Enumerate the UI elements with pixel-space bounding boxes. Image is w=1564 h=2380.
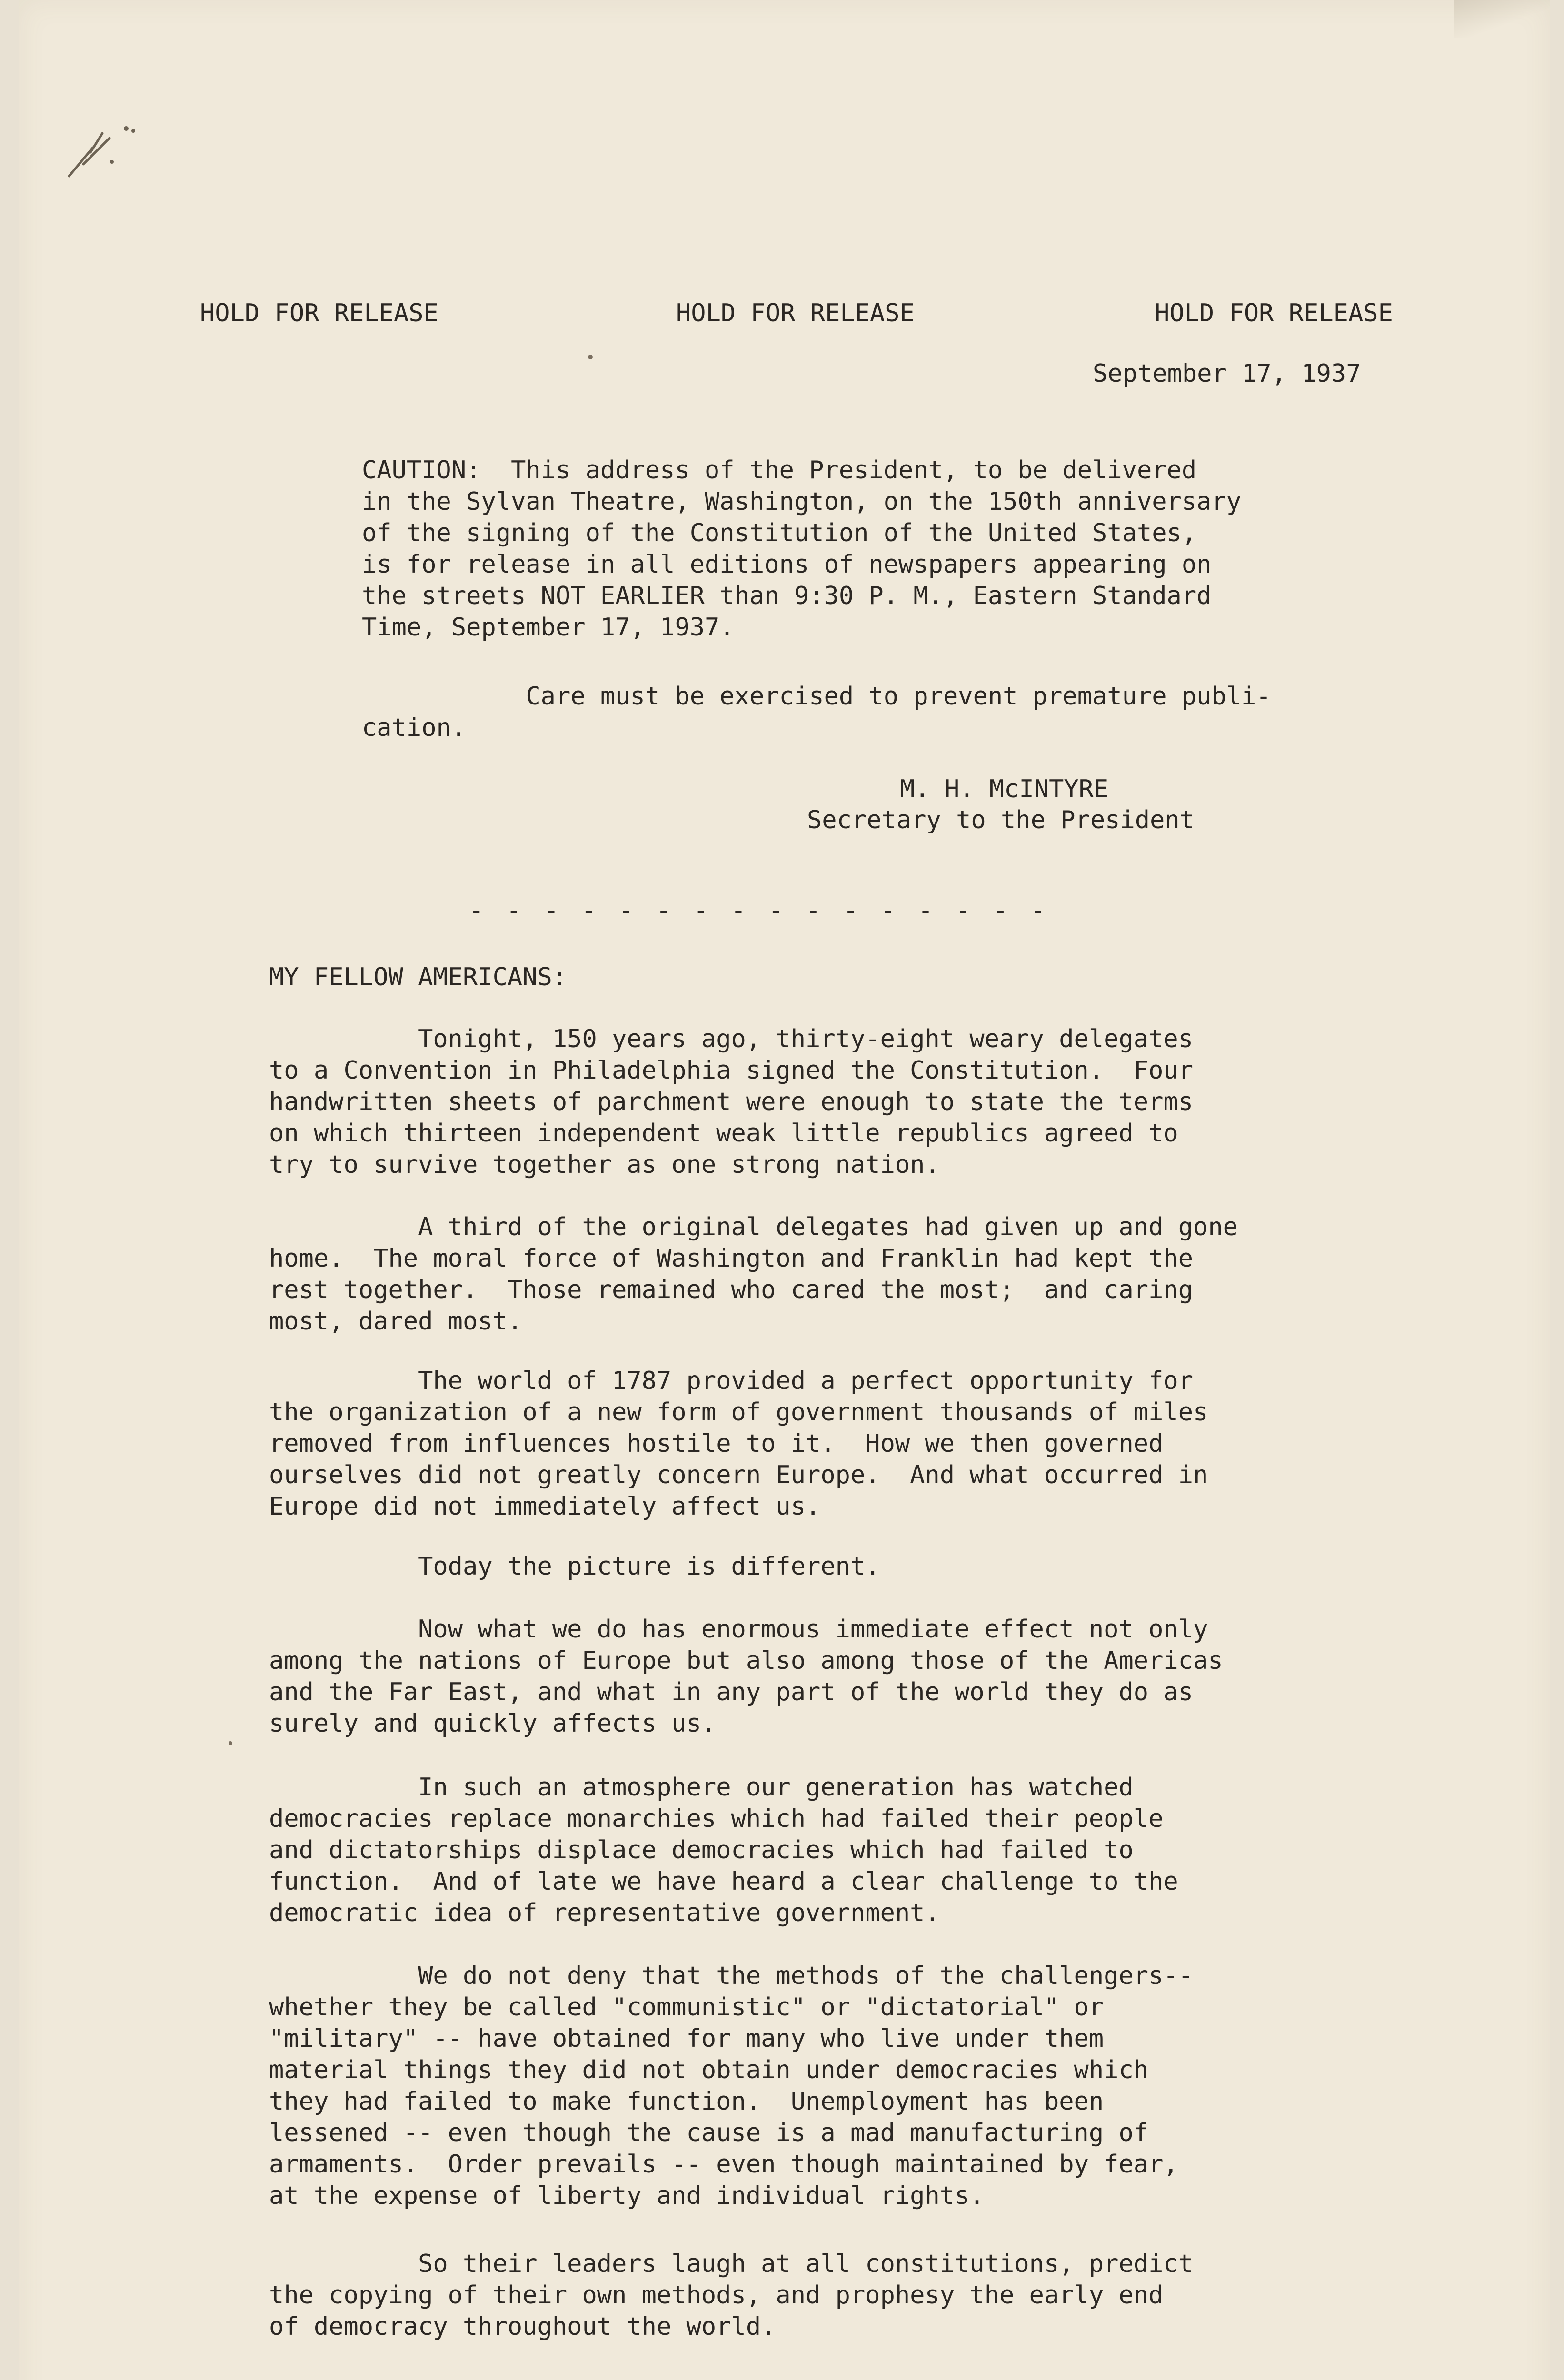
document-page	[19, 0, 1550, 2380]
hold-for-release-left: HOLD FOR RELEASE	[200, 299, 438, 327]
care-notice: Care must be exercised to prevent premature publi- cation.	[362, 682, 1271, 742]
signature-name: M. H. McINTYRE	[900, 775, 1109, 803]
speech-paragraph: The world of 1787 provided a perfect opportunity for the organization of a new form of government thousands of miles removed from influences hostile to it. How we then governed ourselves did not greatly concern Europe. And what occurred in Europe did not immediately affect us.	[269, 1367, 1208, 1521]
ink-speck	[588, 355, 593, 359]
speech-paragraph: So their leaders laugh at all constitutions, predict the copying of their own methods, and prophesy the early end of democracy throughout the world.	[269, 2250, 1194, 2341]
ink-speck	[229, 1741, 232, 1745]
speech-paragraph: Today the picture is different.	[269, 1552, 880, 1581]
hold-for-release-center: HOLD FOR RELEASE	[676, 299, 915, 327]
hold-for-release-right: HOLD FOR RELEASE	[1155, 299, 1393, 327]
speech-paragraph: Tonight, 150 years ago, thirty-eight weary delegates to a Convention in Philadelphia signed the Constitution. Four handwritten sheets of parchment were enough to state the terms on which thirteen independent weak little republics agreed to try to survive together as one strong nation.	[269, 1025, 1194, 1179]
speech-paragraph: Now what we do has enormous immediate effect not only among the nations of Europe but also among those of the Americas and the Far East, and what in any part of the world they do as surely and quickly affects us.	[269, 1615, 1223, 1738]
speech-paragraph: We do not deny that the methods of the challengers-- whether they be called "communistic" or "dictatorial" or "military" -- have obtained for many who live under them material things they did not obtain under democracies which they had failed to make function. Unemployment has been lessened -- even though the cause is a mad manufacturing of armaments. Order prevails -- even though maintained by fear, at the expense of liberty and individual rights.	[269, 1962, 1194, 2210]
section-divider: - - - - - - - - - - - - - - - -	[469, 896, 1049, 925]
speech-paragraph: A third of the original delegates had given up and gone home. The moral force of Washington and Franklin had kept the rest together. Those remained who cared the most; and caring most, dared most.	[269, 1213, 1238, 1336]
release-date: September 17, 1937	[1093, 359, 1361, 388]
speech-salutation: MY FELLOW AMERICANS:	[269, 963, 568, 992]
signature-title: Secretary to the President	[807, 806, 1195, 834]
ink-smudge-mark	[64, 119, 140, 181]
caution-notice: CAUTION: This address of the President, to be delivered in the Sylvan Theatre, Washington, on the 150th anniversary of the signing of the Constitution of the United States, is for release in all editions of newspapers appearing on the streets NOT EARLIER than 9:30 P. M., Eastern Standard Time, September 17, 1937.	[362, 456, 1242, 642]
speech-paragraph: In such an atmosphere our generation has watched democracies replace monarchies which had failed their people and dictatorships displace democracies which had failed to function. And of late we have heard a clear challenge to the democratic idea of representative government.	[269, 1773, 1178, 1927]
